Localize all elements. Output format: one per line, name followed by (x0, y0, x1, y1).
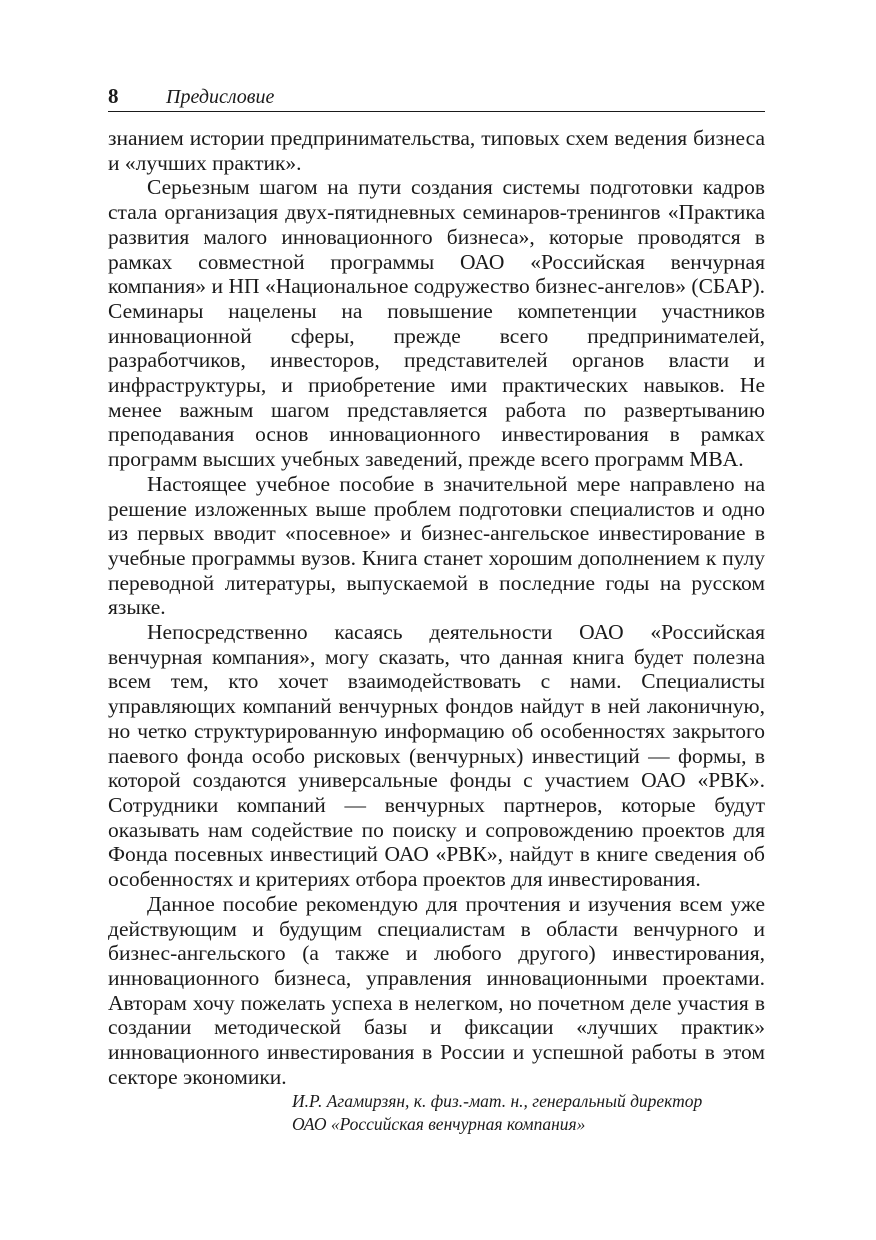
paragraph: Серьезным шагом на пути создания системы подготовки кадров стала организация двух-пятидневных семинаров-тренингов «Практика развития малого инновационного бизнеса», которые проводятся в рамках совместной программы ОАО «Российская венчурная компания» и НП «Национальное содружество бизнес-ангелов» (СБАР). Семинары нацелены на повышение компетенции участников инновационной сферы, прежде всего предпринимателей, разработчиков, инвесторов, представителей органов власти и инфраструктуры, и приобретение ими практических навыков. Не менее важным шагом представляется работа по развертыванию преподавания основ инновационного инвестирования в рамках программ высших учебных заведений, прежде всего программ MBA. (108, 175, 765, 472)
signature-author: И.Р. Агамирзян, к. физ.-мат. н., генеральный директор (292, 1091, 703, 1111)
paragraph: Данное пособие рекомендую для прочтения и изучения всем уже действующим и будущим специалистам в области венчурного и бизнес-ангельского (а также и любого другого) инвестирования, инновационного бизнеса, управления инновационными проектами. Авторам хочу пожелать успеха в нелегком, но почетном деле участия в создании методической базы и фиксации «лучших практик» инновационного инвестирования в России и успешной работы в этом секторе экономики. (108, 891, 765, 1089)
body-text (108, 126, 765, 1089)
section-title: Предисловие (166, 86, 275, 108)
page-number: 8 (108, 84, 119, 108)
paragraph: Непосредственно касаясь деятельности ОАО «Российская венчурная компания», могу сказать, что данная книга будет полезна всем тем, кто хочет взаимодействовать с нами. Специалисты управляющих компаний венчурных фондов найдут в ней лаконичную, но четко структурированную информацию об особенностях закрытого паевого фонда особо рисковых (венчурных) инвестиций — формы, в которой создаются универсальные фонды с участием ОАО «РВК». Сотрудники компаний — венчурных партнеров, которые будут оказывать нам содействие по поиску и сопровождению проектов для Фонда посевных инвестиций ОАО «РВК», найдут в книге сведения об особенностях и критериях отбора проектов для инвестирования. (108, 620, 765, 892)
running-header (108, 84, 765, 112)
paragraph-continuation: знанием истории предпринимательства, типовых схем ведения бизнеса и «лучших практик». (108, 126, 765, 175)
paragraph: Настоящее учебное пособие в значительной мере направлено на решение изложенных выше проблем подготовки специалистов и одно из первых вводит «посевное» и бизнес-ангельское инвестирование в учебные программы вузов. Книга станет хорошим дополнением к пулу переводной литературы, выпускаемой в последние годы на русском языке. (108, 471, 765, 620)
signature-organization: ОАО «Российская венчурная компания» (292, 1114, 586, 1134)
signature-block (292, 1090, 762, 1136)
